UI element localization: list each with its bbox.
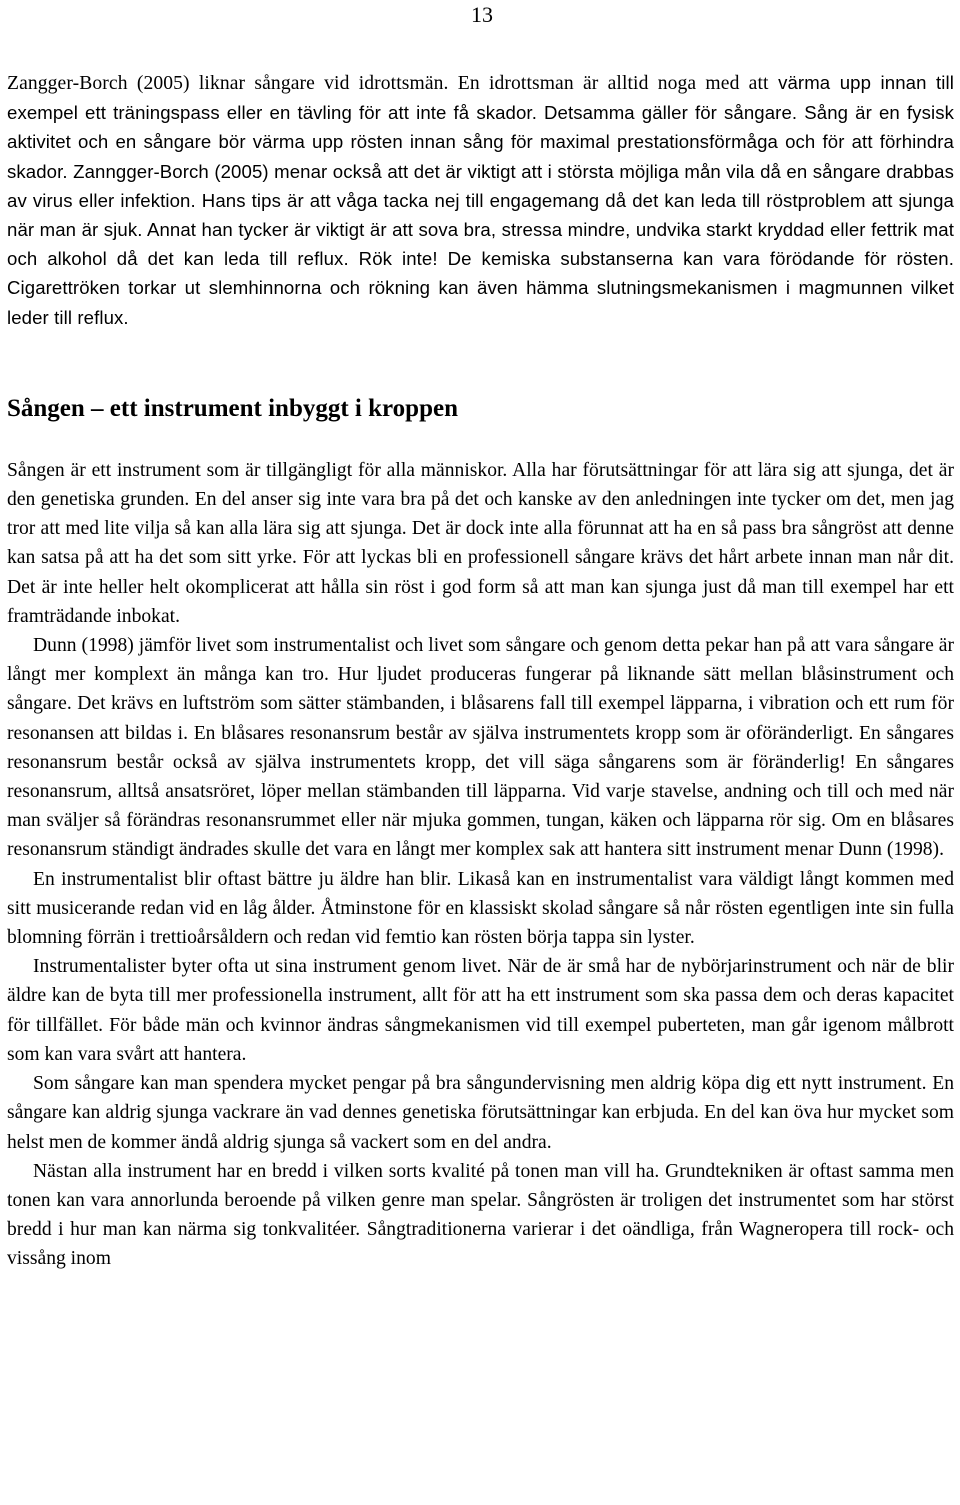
section-heading: Sången – ett instrument inbyggt i kroppen — [7, 394, 458, 422]
intro-text: värma upp innan till exempel ett träningspass eller en tävling för att inte få skador. Detsamma gäller för sångare. Sång är en fysisk aktivitet och en sångare bör värma upp rösten innan sång för maximal prestationsförmåga och för att förhindra skador. Zanngger-Borch (2005) menar också att det är viktigt att i största möjliga mån vila då en sångare drabbas av virus eller infektion. Hans tips är att våga tacka nej till engagemang då det kan leda till röstproblem att sjunga när man är sjuk. Annat han tycker är viktigt är att sova bra, stressa mindre, undvika starkt kryddad eller fettrik mat och alkohol då det kan leda till reflux. Rök inte! De kemiska substanserna kan vara förödande för rösten. Cigarettröken torkar ut slemhinnorna och rökning kan även hämma slutningsmekanismen i magmunnen vilket leder till reflux. — [7, 72, 954, 328]
body-paragraph-4: Instrumentalister byter ofta ut sina instrument genom livet. När de är små har de nybörjarinstrument och när de blir äldre kan de byta till mer professionella instrument, allt för att ha ett instrument som ska passa dem och deras kapacitet för tillfället. För både män och kvinnor ändras sångmekanismen vid till exempel puberteten, man går igenom målbrott som kan vara svårt att hantera. — [7, 956, 954, 1065]
body-paragraph-5: Som sångare kan man spendera mycket pengar på bra sångundervisning men aldrig köpa dig ett nytt instrument. En sångare kan aldrig sjunga vackrare än vad dennes genetiska förutsättningar kan erbjuda. En del kan öva hur mycket som helst men de kommer ändå aldrig sjunga så vackert som en del andra. — [7, 1073, 954, 1153]
body-paragraph-1: Sången är ett instrument som är tillgängligt för alla människor. Alla har förutsättningar för att lära sig att sjunga, det är den genetiska grunden. En del anser sig inte vara bra på det och kanske av den anledningen inte tycker om det, men jag tror att med lite vilja så kan alla lära sig att sjunga. Det är dock inte alla förunnat att ha en så pass bra sångröst att denne kan satsa på att ha det som sitt yrke. För att lyckas bli en professionell sångare krävs det hårt arbete innan man når dit. Det är inte heller helt okomplicerat att hålla sin röst i god form så att man kan sjunga just då man till exempel har ett framträdande inbokat. — [7, 459, 954, 627]
body-paragraph-6: Nästan alla instrument har en bredd i vilken sorts kvalité på tonen man vill ha. Grundtekniken är oftast samma men tonen kan vara annorlunda beroende på vilken genre man spelar. Sångrösten är troligen det instrumentet som har störst bredd i hur man kan närma sig tonkvalitéer. Sångtraditionerna varierar i det oändliga, från Wagneropera till rock- och vissång inom — [7, 1160, 954, 1270]
page-body — [7, 68, 954, 1274]
intro-lead-line: Zangger-Borch (2005) liknar sångare vid idrottsmän. En idrottsman är alltid noga med att — [7, 73, 769, 94]
body-paragraph-3: En instrumentalist blir oftast bättre ju äldre han blir. Likaså kan en instrumentalist vara väldigt långt kommen med sitt musicerande redan vid en låg ålder. Åtminstone för en klassiskt skolad sångare så når rösten egentligen inte sin fulla blomning förrän i trettioårsåldern och redan vid femtio kan rösten börja tappa sin lyster. — [7, 868, 954, 949]
intro-paragraph — [7, 68, 954, 332]
page-number: 13 — [471, 2, 493, 27]
body-paragraph-2: Dunn (1998) jämför livet som instrumentalist och livet som sångare och genom detta pekar han på att vara sångare är långt mer komplext än många kan tro. Hur ljudet produceras fungerar på liknande sätt mellan blåsinstrument och sångare. Det krävs en luftström som sätter stämbanden, i blåsarens fall till exempel läpparna, i vibration och ett rum för resonansen att bildas i. En blåsares resonansrum består av själva instrumentets kropp som är oföränderligt. En sångares resonansrum består också av själva instrumentets kropp, det vill säga sångarens som är föränderlig! En sångares resonansrum, alltså ansatsröret, löper mellan stämbanden till läpparna. Vid varje stavelse, andning och till och med när man sväljer så förändras resonansrummet eller när mjuka gommen, tungan, käken och läpparna rör sig. Om en blåsares resonansrum ständigt ändrades skulle det vara en långt mer komplex sak att hantera sitt instrument menar Dunn (1998). — [7, 635, 954, 861]
